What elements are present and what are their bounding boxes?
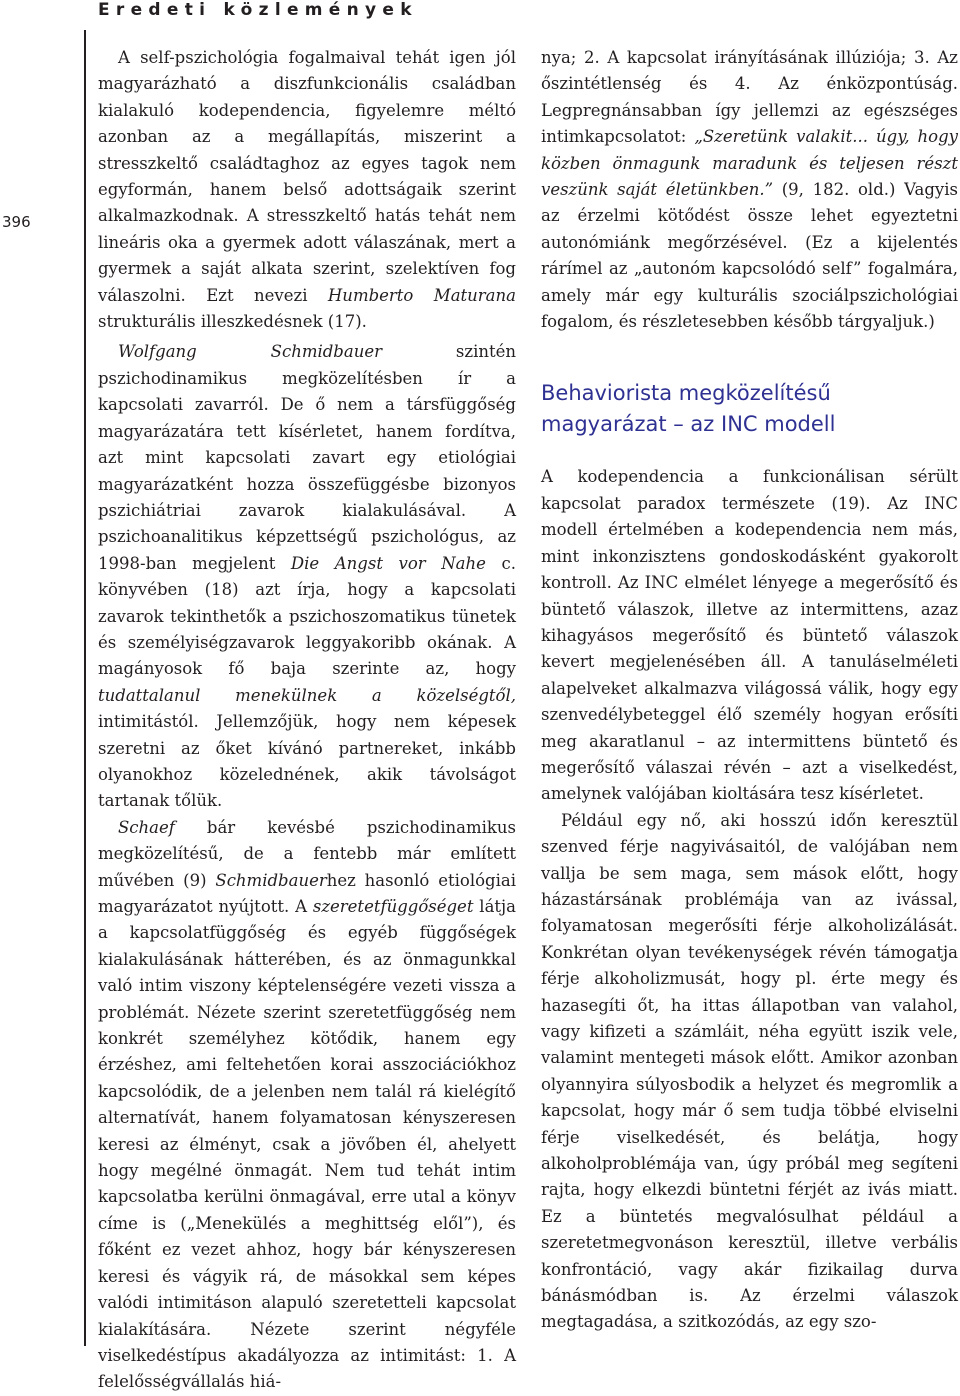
margin-rule [84, 30, 86, 1346]
section-header: Eredeti közlemények [98, 0, 418, 20]
text-run: intimitástól. Jellemzőjük, hogy nem képesek szeretni az őket kívánó partnereket, inkább olyanokhoz közelednének, akik távolságot tartanak tőlük. [98, 712, 516, 811]
left-column [98, 45, 516, 1396]
text-run: c. könyvében (18) azt írja, hogy a kapcsolati zavarok tekinthetők a pszichoszomatikus tünetek és személyiségzavarok leggyakoribb okának. A magányosok fő baja szerinte az, hogy [98, 553, 516, 679]
emphasis: tudattalanul menekülnek a közelségtől, [98, 685, 516, 705]
paragraph [98, 339, 516, 814]
right-column [541, 45, 958, 1336]
paragraph [541, 45, 958, 335]
paragraph: Például egy nő, aki hosszú időn keresztül szenved férje nagyivásaitól, de valójában nem vallja be sem maga, sem mások előtt, hogy házastársának problémája van az ivással, folyamatosan megerősíti férje alkoholizálását. Konkrétan olyan tevékenységek révén támogatja férje alkoholizmusát, hogy pl. érte megy és hazasegíti őt, ha ittas állapotban van valahol, vagy kifizeti a számláit, néha együtt iszik vele, valamint mentegeti mások előtt. Amikor azonban olyannyira súlyosbodik a helyzet és megromlik a kapcsolat, hogy már ő sem tudja többé elviselni férje viselkedését, és belátja, hogy alkoholproblémája van, úgy próbál meg segíteni rajta, hogy elkezdi büntetni férjét az ivás miatt. Ez a büntetés megvalósulhat például a szeretetmegvonáson keresztül, illetve verbális konfrontáció, vagy akár fizikailag durva bánásmódban is. Az érzelmi válaszok megtagadása, a szitkozódás, az egy szo- [541, 810, 958, 1332]
paragraph [98, 45, 516, 335]
book-title: Die Angst vor Nahe [290, 553, 486, 573]
author-name: Schmidbauer [215, 870, 327, 890]
term: szeretetfüggőséget [312, 897, 474, 916]
text-run: strukturális illeszkedésnek (17). [98, 312, 367, 332]
section-heading: Behaviorista megközelítésű magyarázat – az INC modell [541, 381, 836, 437]
text-run: nya; 2. A kapcsolat irányításának illúziója; 3. Az őszintétlenség és 4. Az énközpontúság. Legpregnánsabban így jellemzi az egészséges intimkapcsolatot: [541, 48, 958, 147]
paragraph: A kodependencia a funkcionálisan sérült kapcsolat paradox természete (19). Az INC modell értelmében a kodependencia nem más, mint inkonzisztens gondoskodásként gyakorolt kontroll. Az INC elmélet lényege a megerősítő és büntető válaszok, illetve az intermittens, azaz kihagyásos megerősítő és büntető válaszok kevert megjelenésében áll. A tanuláselméleti alapelveket alkalmazva világossá válik, hogy egy szenvedélybeteggel élő személy hogyan erősíti meg akaratlanul – az intermittens büntető és megerősítő válaszai révén – azt a viselkedést, amelynek valójában kioltására tesz kísérletet. [541, 467, 958, 804]
text-run: hez hasonló etiológiai magyarázatot nyújtott. A [98, 870, 516, 916]
text-run: szintén pszichodinamikus megközelítésben ír a kapcsolati zavarról. De ő nem a társfüggőség magyarázatára tett kísérletet, hanem fordítva, azt mint kapcsolati zavart egy etiológiai magyarázatként hozza összefüggésbe bizonyos pszichiátriai zavarok kialakulásával. A pszichoanalitikus képzettségű pszichológus, az 1998-ban megjelent [98, 342, 516, 573]
quote: „Szeretünk valakit... úgy, hogy közben önmagunk maradunk és teljesen részt veszünk saját életünkben.” [541, 127, 958, 200]
author-name: Schaef [118, 817, 175, 837]
page-number: 396 [2, 213, 31, 231]
text-run: A self-pszichológia fogalmaival tehát igen jól magyarázható a diszfunkcionális családban kialakuló kodependencia, figyelemre méltó azonban az a megállapítás, miszerint a stresszkeltő családtaghoz az egyes tagok nem egyformán, hanem belső adottságaik szerint alkalmazkodnak. A stresszkeltő hatás tehát nem lineáris oka a gyermek adott válaszának, mert a gyermek a saját alkata szerint, szelektíven fog válaszolni. Ezt nevezi [98, 48, 516, 305]
text-run: bár kevésbé pszichodinamikus megközelítésű, de a fentebb már említett művében (9) [98, 817, 516, 890]
author-name: Humberto Maturana [327, 285, 516, 305]
text-run: (9, 182. old.) Vagyis az érzelmi kötődést össze lehet egyeztetni autonómiánk megőrzésével. (Ez a kijelentés rárímel az „autonóm kapcsolódó self” fogalmára, amely már egy kulturális szociálpszichológiai fogalom, és részletesebben később tárgyaljuk.) [541, 180, 958, 332]
author-name: Wolfgang Schmidbauer [118, 342, 382, 362]
paragraph [98, 815, 516, 1396]
text-run: látja a kapcsolatfüggőség és egyéb függőségek kialakulásának hátterében, és az önmagunkkal való intim viszony képtelenségére vezeti vissza a problémát. Nézete szerint szeretetfüggőség nem konkrét személyhez kötődik, hanem egy érzéshez, ami feltehetően korai asszociációkhoz kapcsolódik, de a jelenben nem talál rá kielégítő alternatívát, hanem folyamatosan kényszeresen keresi az élményt, csak a jövőben él, ahelyett hogy megélné önmagát. Nem tud tehát intim kapcsolatba kerülni önmagával, erre utal a könyv címe is („Menekülés a meghittség elől”), és főként ez vezet ahhoz, hogy bár kényszeresen keresi és vágyik rá, de másokkal sem képes valódi intimitáson alapuló szeretetteli kapcsolat kialakítására. Nézete szerint négyféle viselkedéstípus akadályozza az intimitást: 1. A felelősségvállalás hiá- [98, 897, 516, 1392]
